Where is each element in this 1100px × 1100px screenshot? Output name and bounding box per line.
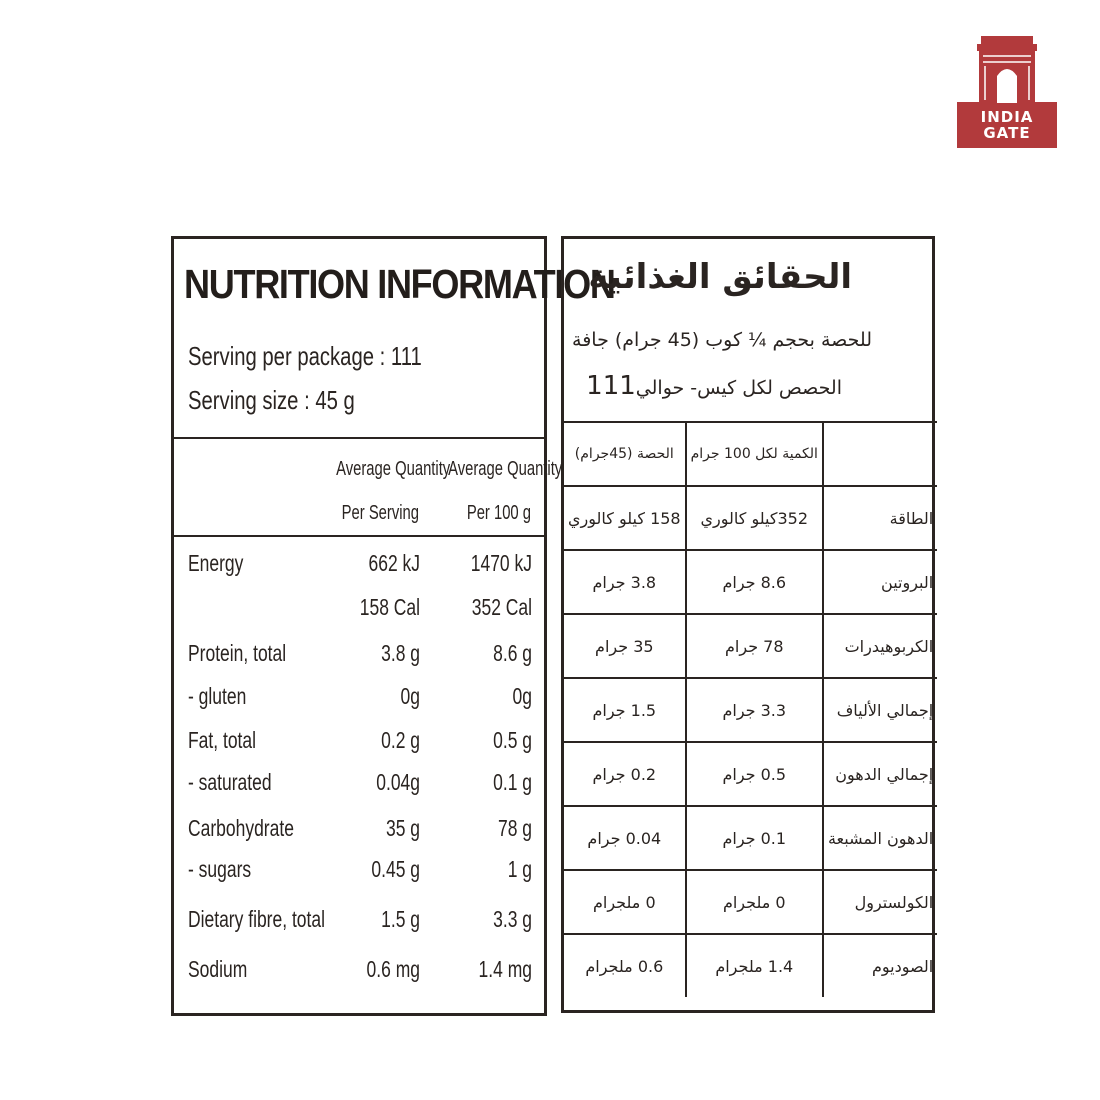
- table-row: [564, 742, 937, 806]
- nutrient-label: الدهون المشبعة: [823, 806, 937, 870]
- nutrient-label: الكولسترول: [823, 870, 937, 934]
- logo-text-india: INDIA: [980, 108, 1034, 126]
- nutrient-row-energy-kj: [174, 550, 544, 590]
- header-per-100g: الكمية لكل 100 جرام: [686, 422, 823, 486]
- table-row: [564, 678, 937, 742]
- per-serving-value: 1.5 g: [381, 906, 420, 932]
- per-100g-value: 352 Cal: [471, 594, 532, 620]
- nutrient-label: - gluten: [188, 683, 247, 709]
- per-serving-value: 0.04g: [376, 769, 420, 795]
- table-header-row: [564, 422, 937, 486]
- per-100g-value: 8.6 جرام: [686, 550, 823, 614]
- nutrient-label: Carbohydrate: [188, 815, 294, 841]
- per-100g-value: 1.4 mg: [478, 956, 532, 982]
- per-100g-value: 78 g: [497, 815, 532, 841]
- serving-value: 158 كيلو كالوري: [564, 486, 686, 550]
- nutrient-row-fat: [174, 727, 544, 767]
- per-serving-value: 0.6 mg: [366, 956, 420, 982]
- nutrient-label: الكربوهيدرات: [823, 614, 937, 678]
- per-100g-value: 352كيلو كالوري: [686, 486, 823, 550]
- arabic-serving-size: للحصة بحجم ¼ كوب (45 جرام) جافة: [572, 329, 872, 351]
- nutrient-row-carbohydrate: [174, 815, 544, 855]
- table-row: [564, 486, 937, 550]
- per-100g-value: 3.3 جرام: [686, 678, 823, 742]
- nutrient-label: Energy: [188, 550, 244, 576]
- nutrient-label: Protein, total: [188, 640, 287, 666]
- header-divider: [174, 535, 544, 537]
- logo-text-gate: GATE: [983, 124, 1031, 142]
- serving-value: 0.6 ملجرام: [564, 934, 686, 997]
- per-100g-value: 0.5 جرام: [686, 742, 823, 806]
- nutrient-label: - saturated: [188, 769, 272, 795]
- nutrient-row-saturated: [174, 769, 544, 809]
- nutrient-row-sodium: [174, 956, 544, 996]
- per-100g-value: 1.4 ملجرام: [686, 934, 823, 997]
- column-header-line: Per 100 g: [466, 502, 531, 524]
- nutrient-row-gluten: [174, 683, 544, 723]
- nutrient-row-protein: [174, 640, 544, 680]
- per-100g-value: 3.3 g: [493, 906, 532, 932]
- arabic-nutrition-table: [564, 421, 937, 997]
- nutrient-label: البروتين: [823, 550, 937, 614]
- nutrient-row-energy-cal: [174, 594, 544, 634]
- serving-value: 35 جرام: [564, 614, 686, 678]
- nutrition-title: NUTRITION INFORMATION: [184, 261, 615, 307]
- serving-per-package: Serving per package : 111: [188, 341, 422, 371]
- serving-value: 0.04 جرام: [564, 806, 686, 870]
- india-gate-logo: [955, 36, 1059, 148]
- per-serving-value: 35 g: [385, 815, 420, 841]
- per-100g-value: 0g: [512, 683, 532, 709]
- per-100g-value: 0.1 g: [493, 769, 532, 795]
- english-header: [174, 239, 615, 439]
- column-header-per-100g: [419, 447, 563, 535]
- serving-value: 3.8 جرام: [564, 550, 686, 614]
- per-serving-value: 662 kJ: [368, 550, 420, 576]
- arabic-servings-text: الحصص لكل كيس- حوالي: [635, 377, 842, 399]
- table-row: [564, 550, 937, 614]
- per-100g-value: 0 ملجرام: [686, 870, 823, 934]
- serving-size: Serving size : 45 g: [188, 385, 355, 415]
- header-label: [823, 422, 937, 486]
- header-serving: الحصة (45جرام): [564, 422, 686, 486]
- per-100g-value: 0.5 g: [493, 727, 532, 753]
- per-100g-value: 78 جرام: [686, 614, 823, 678]
- table-row: [564, 934, 937, 997]
- nutrition-panel-arabic: [561, 236, 935, 1013]
- nutrient-label: Dietary fibre, total: [188, 906, 325, 932]
- per-serving-value: 0.2 g: [381, 727, 420, 753]
- nutrient-label: إجمالي الدهون: [823, 742, 937, 806]
- serving-value: 1.5 جرام: [564, 678, 686, 742]
- serving-value: 0.2 جرام: [564, 742, 686, 806]
- per-serving-value: 0.45 g: [371, 856, 420, 882]
- table-row: [564, 614, 937, 678]
- nutrient-label: - sugars: [188, 856, 252, 882]
- table-row: [564, 806, 937, 870]
- column-header-line: Per Serving: [341, 502, 419, 524]
- serving-value: 0 ملجرام: [564, 870, 686, 934]
- nutrient-label: إجمالي الألياف: [823, 678, 937, 742]
- arabic-title: الحقائق الغذائية: [588, 257, 852, 297]
- per-100g-value: 0.1 جرام: [686, 806, 823, 870]
- column-header-line: Average Quantity: [448, 458, 563, 480]
- per-serving-value: 0g: [400, 683, 420, 709]
- nutrient-label: الطاقة: [823, 486, 937, 550]
- per-serving-value: 158 Cal: [359, 594, 420, 620]
- per-100g-value: 1470 kJ: [470, 550, 532, 576]
- nutrition-panel-english: [171, 236, 615, 1016]
- column-header-line: Average Quantity: [336, 458, 451, 480]
- arabic-servings-per-pack: [586, 371, 842, 401]
- nutrient-label: Fat, total: [188, 727, 257, 753]
- per-serving-value: 3.8 g: [381, 640, 420, 666]
- per-100g-value: 8.6 g: [493, 640, 532, 666]
- nutrient-label: Sodium: [188, 956, 248, 982]
- per-100g-value: 1 g: [507, 856, 532, 882]
- nutrient-row-sugars: [174, 856, 544, 896]
- column-header-per-serving: [307, 447, 451, 535]
- nutrient-label: الصوديوم: [823, 934, 937, 997]
- arabic-servings-number: 111: [586, 371, 636, 401]
- table-row: [564, 870, 937, 934]
- nutrient-row-dietary-fibre: [174, 906, 544, 946]
